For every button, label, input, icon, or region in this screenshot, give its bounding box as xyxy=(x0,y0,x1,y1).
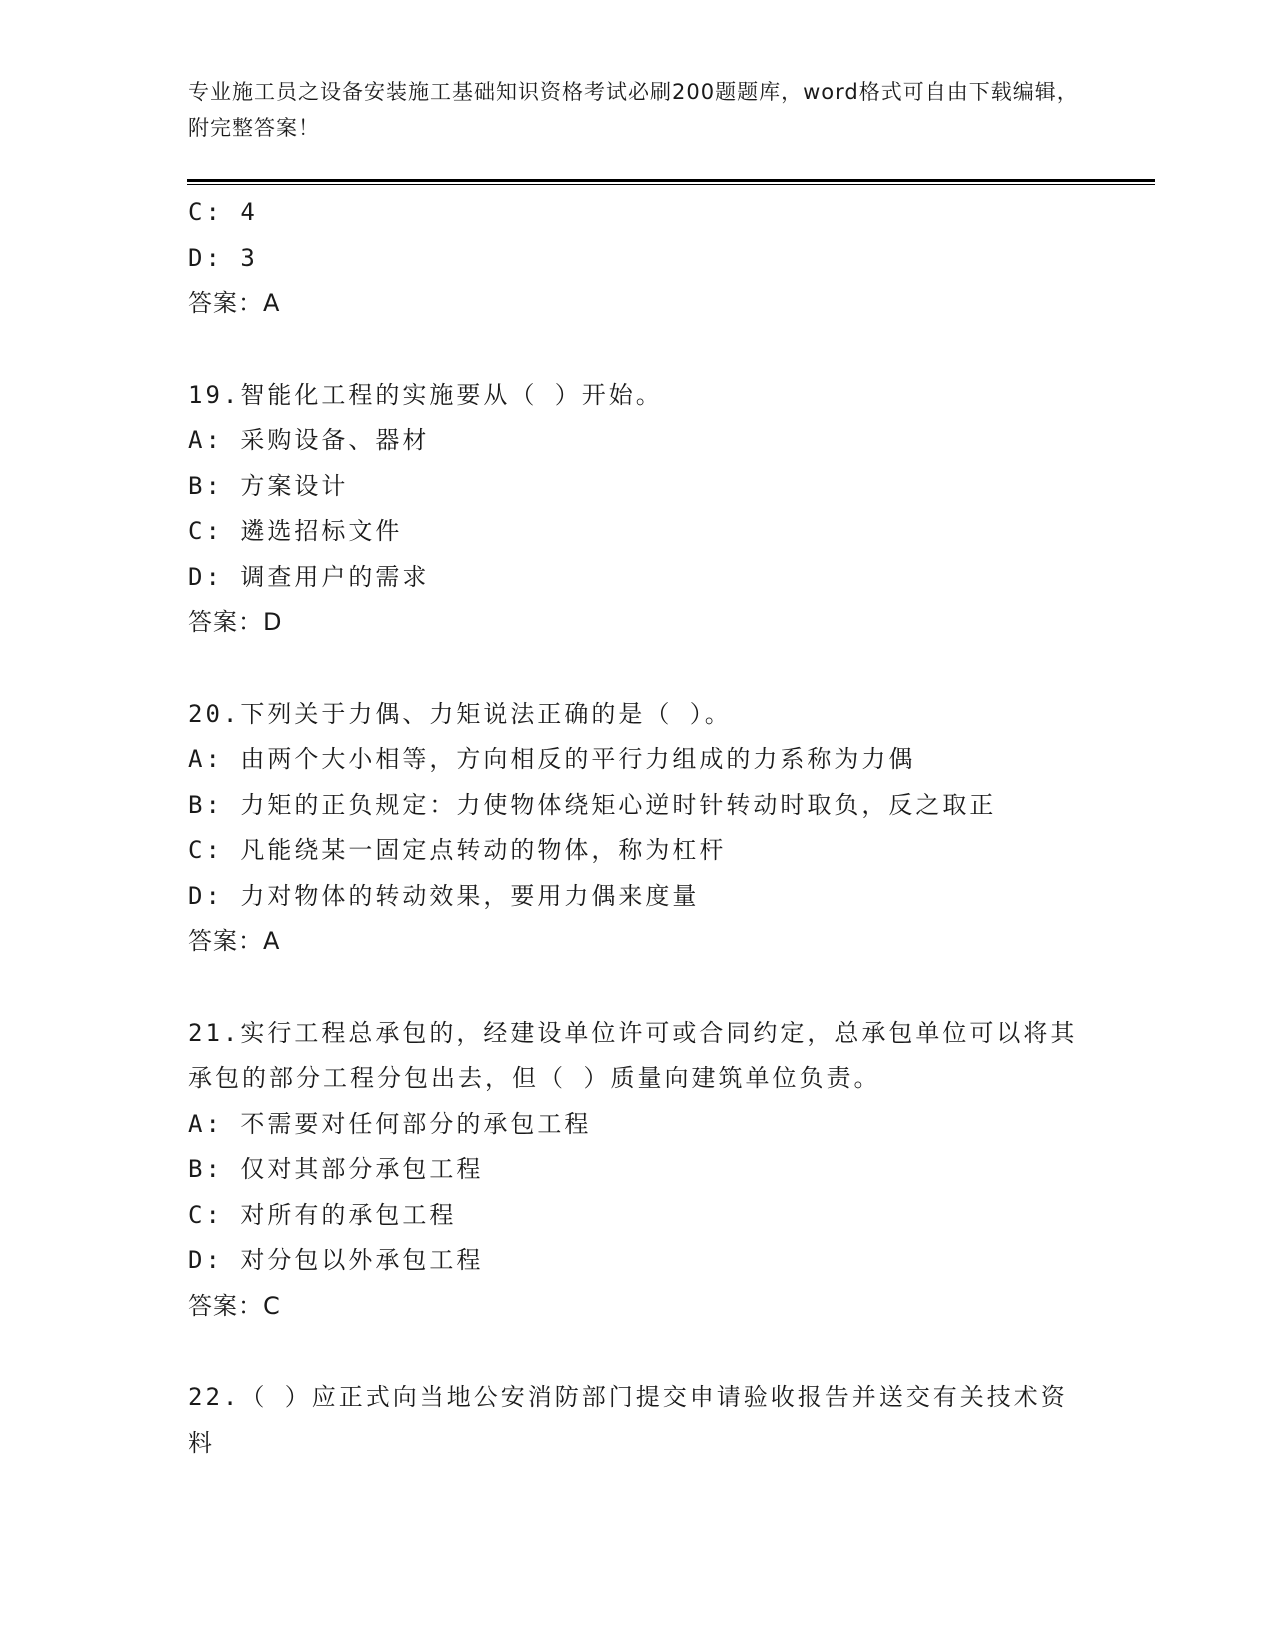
question-block-19 xyxy=(188,373,1088,646)
option-a: A: 不需要对任何部分的承包工程 xyxy=(188,1109,592,1138)
option-d: D: 力对物体的转动效果，要用力偶来度量 xyxy=(188,881,700,910)
answer-line: 答案：C xyxy=(188,1291,281,1320)
option-a: A: 由两个大小相等，方向相反的平行力组成的力系称为力偶 xyxy=(188,745,916,773)
option-d: D: 调查用户的需求 xyxy=(188,562,430,591)
answer-line: 答案：A xyxy=(188,289,281,317)
option-d: D: 对分包以外承包工程 xyxy=(188,1246,484,1274)
question-text: 21.实行工程总承包的，经建设单位许可或合同约定，总承包单位可以将其承包的部分工程分包出去，但（ ）质量向建筑单位负责。 xyxy=(188,1018,1078,1092)
option-b: B: 方案设计 xyxy=(188,471,349,500)
header-divider xyxy=(187,179,1155,182)
question-text: 22.（ ）应正式向当地公安消防部门提交申请验收报告并送交有关技术资料 xyxy=(188,1383,1068,1457)
spacer xyxy=(188,327,1088,373)
question-text: 19.智能化工程的实施要从（ ）开始。 xyxy=(188,380,663,409)
question-block-18 xyxy=(188,190,1088,327)
answer-line: 答案：D xyxy=(188,608,283,636)
question-block-21 xyxy=(188,1011,1088,1330)
header-divider-thin xyxy=(187,184,1155,185)
option-b: B: 力矩的正负规定：力使物体绕矩心逆时针转动时取负，反之取正 xyxy=(188,790,997,819)
option-d: D: 3 xyxy=(188,243,258,272)
document-header: 专业施工员之设备安装施工基础知识资格考试必刷200题题库，word格式可自由下载编辑，附完整答案！ xyxy=(188,80,1079,140)
spacer xyxy=(188,1329,1088,1375)
option-c: C: 4 xyxy=(188,198,258,226)
spacer xyxy=(188,965,1088,1011)
option-c: C: 凡能绕某一固定点转动的物体，称为杠杆 xyxy=(188,836,727,864)
spacer xyxy=(188,646,1088,692)
question-text: 20.下列关于力偶、力矩说法正确的是（ ）。 xyxy=(188,699,732,728)
option-a: A: 采购设备、器材 xyxy=(188,426,430,454)
question-block-22 xyxy=(188,1375,1088,1466)
option-b: B: 仅对其部分承包工程 xyxy=(188,1155,484,1183)
option-c: C: 遴选招标文件 xyxy=(188,517,403,545)
option-c: C: 对所有的承包工程 xyxy=(188,1200,457,1229)
answer-line: 答案：A xyxy=(188,927,281,955)
question-block-20 xyxy=(188,692,1088,965)
question-list xyxy=(188,190,1088,1466)
